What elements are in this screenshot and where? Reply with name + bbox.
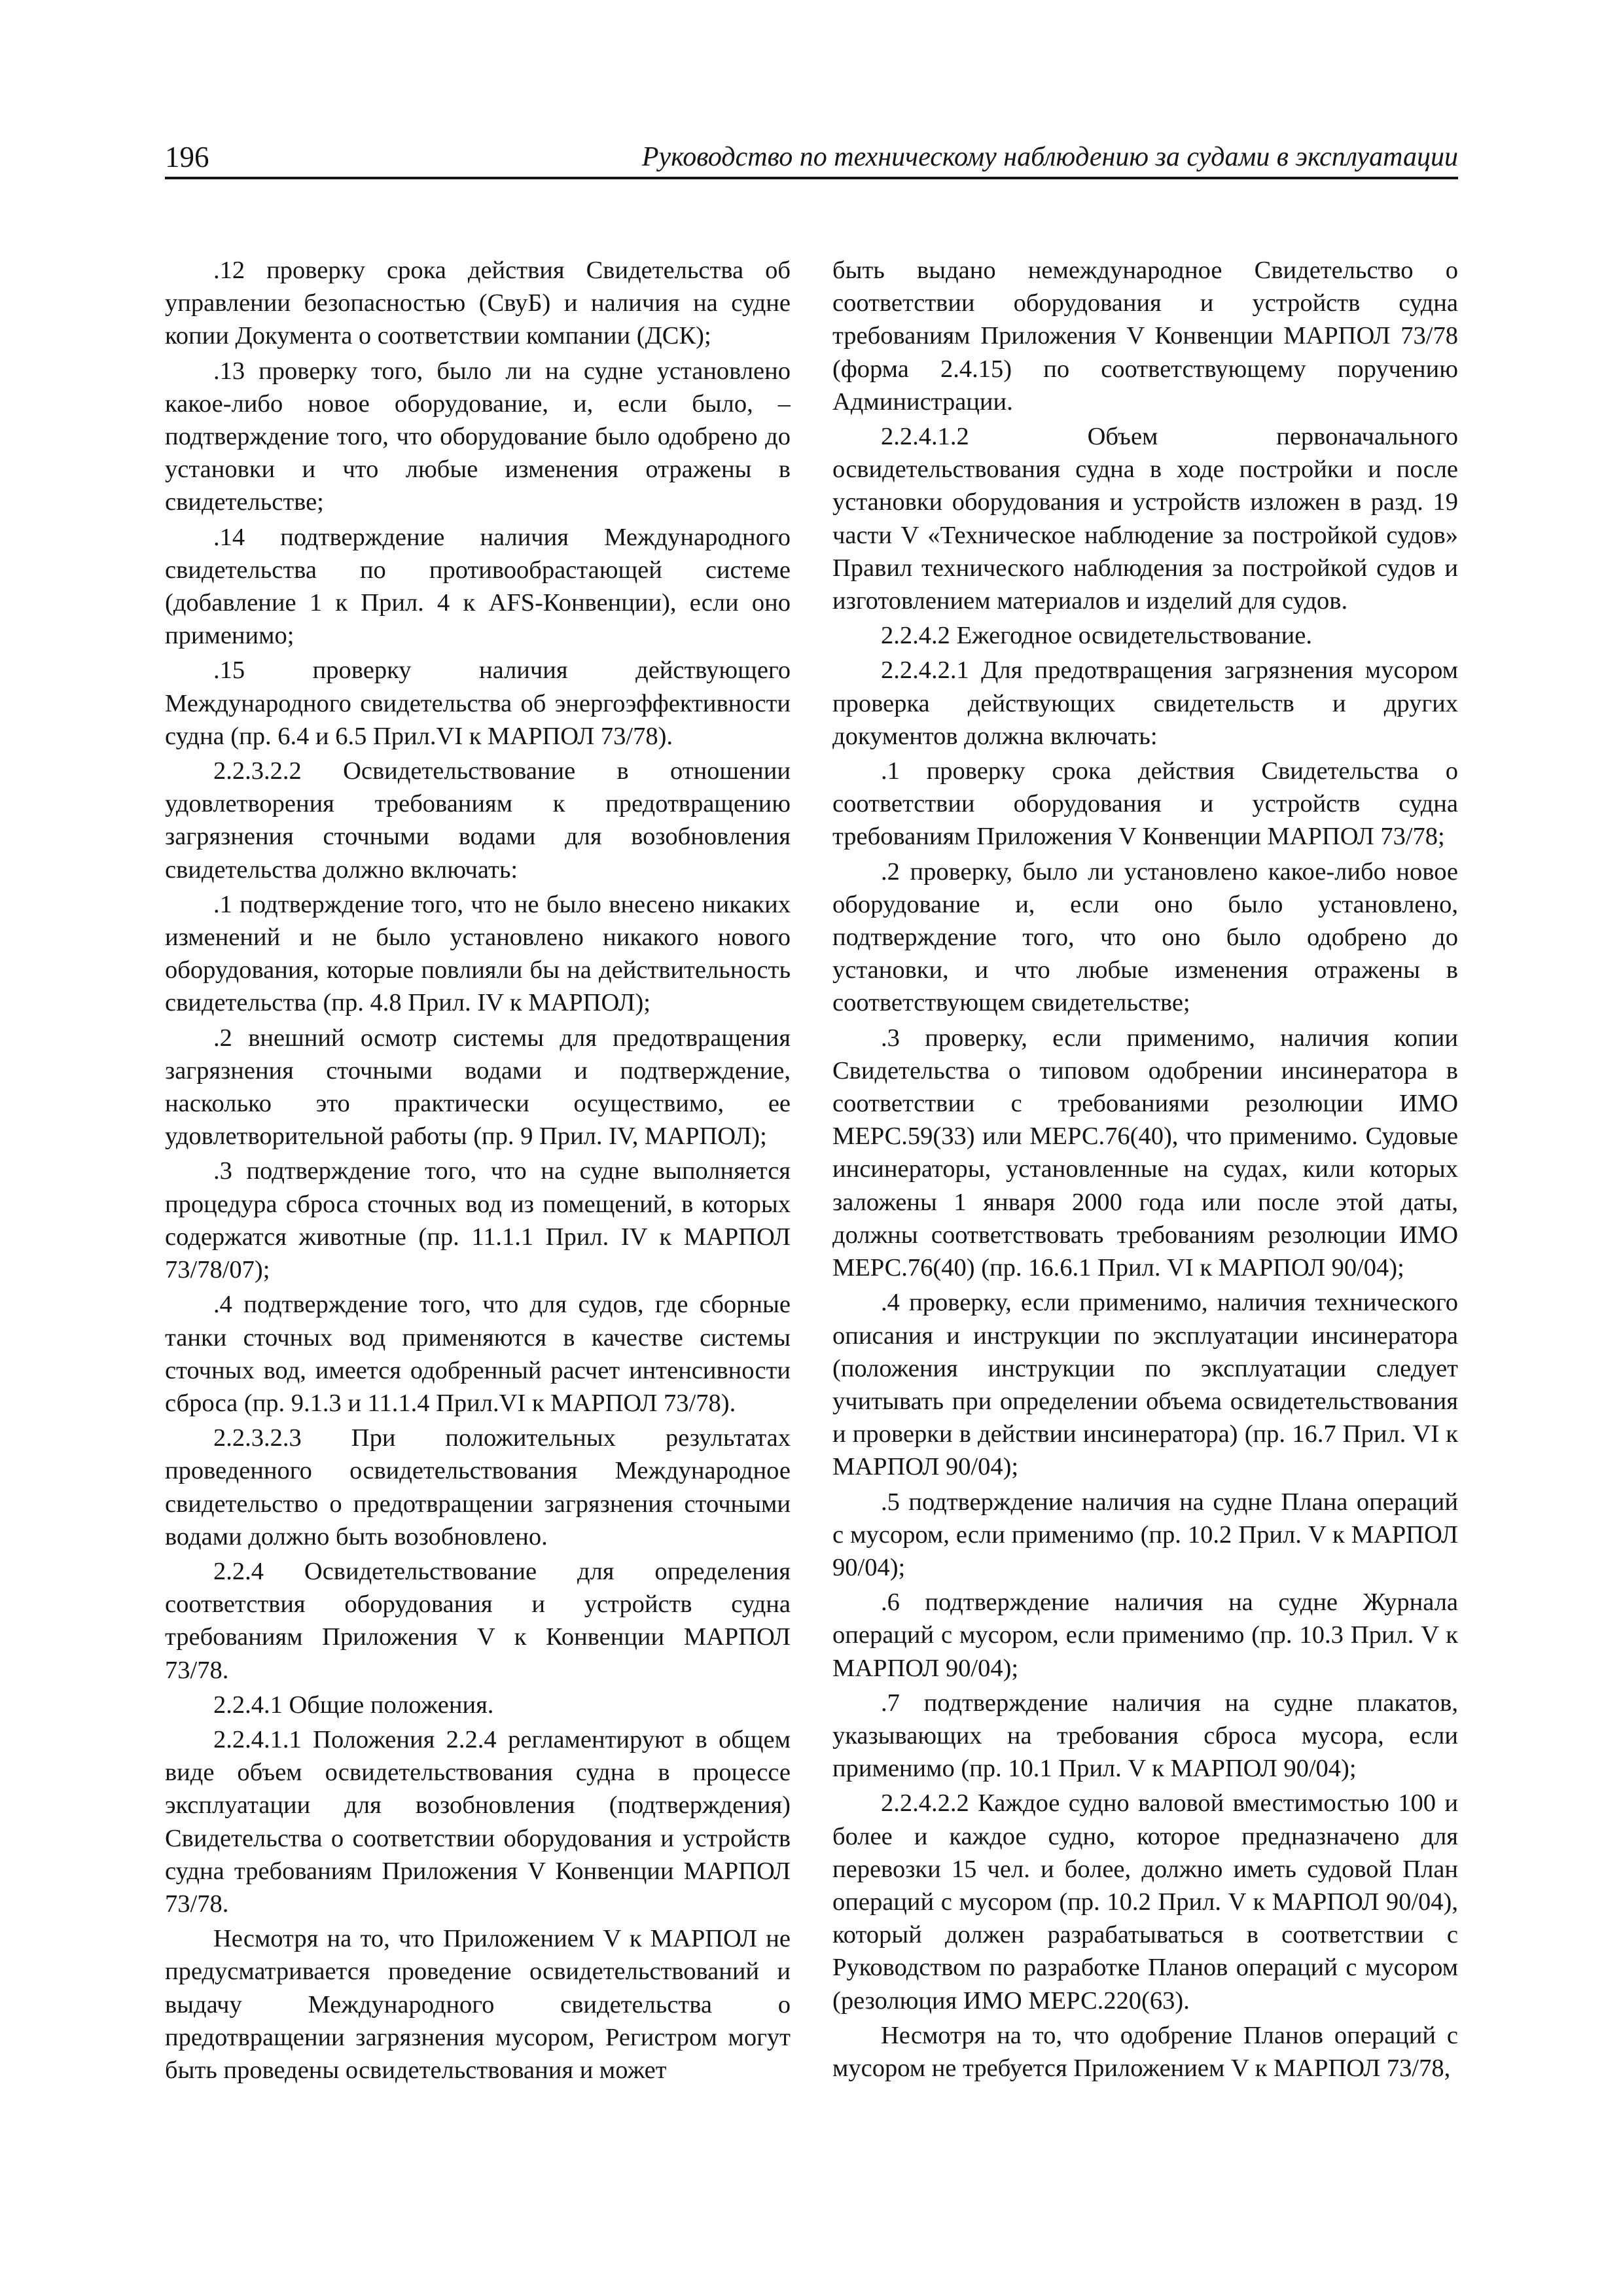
paragraph: .4 проверку, если применимо, наличия технического описания и инструкции по эксплуатации инсинератора (положения инструкции по эксплуатации следует учитывать при определении объема освидетельствования и проверки в действии инсинератора) (пр. 16.7 Прил. VI к МАРПОЛ 90/04); bbox=[832, 1289, 1458, 1481]
paragraph: 2.2.4.2.2 Каждое судно валовой вместимостью 100 и более и каждое судно, которое предназначено для перевозки 15 чел. и более, должно иметь судовой План операций с мусором (пр. 10.2 Прил. V к МАРПОЛ 90/04), который должен разрабатываться в соответствии с Руководством по разработке Планов операций с мусором (резолюция ИМО МЕРС.220(63). bbox=[832, 1789, 1458, 2015]
paragraph: .4 подтверждение того, что для судов, где сборные танки сточных вод применяются в качестве системы сточных вод, имеется одобренный расчет интенсивности сброса (пр. 9.1.3 и 11.1.4 Прил.VI к МАРПОЛ 73/78). bbox=[165, 1291, 791, 1417]
header-rule bbox=[165, 177, 1458, 179]
paragraph: .6 подтверждение наличия на судне Журнала операций с мусором, если применимо (пр. 10.3 Прил. V к МАРПОЛ 90/04); bbox=[832, 1588, 1458, 1682]
paragraph: .1 проверку срока действия Свидетельства о соответствии оборудования и устройств судна требованиям Приложения V Конвенции МАРПОЛ 73/78; bbox=[832, 757, 1458, 851]
paragraph: 2.2.3.2.2 Освидетельствование в отношении удовлетворения требованиям к предотвращению загрязнения сточными водами для возобновления свидетельства должно включать: bbox=[165, 757, 791, 884]
left-column bbox=[165, 254, 791, 2211]
paragraph: .14 подтверждение наличия Международного свидетельства по противообрастающей системе (добавление 1 к Прил. 4 к AFS-Конвенции), если оно применимо; bbox=[165, 523, 791, 650]
paragraph: .12 проверку срока действия Свидетельства об управлении безопасностью (СвуБ) и наличия на судне копии Документа о соответствии компании (ДСК); bbox=[165, 257, 791, 350]
paragraph: .3 подтверждение того, что на судне выполняется процедура сброса сточных вод из помещений, в которых содержатся животные (пр. 11.1.1 Прил. IV к МАРПОЛ 73/78/07); bbox=[165, 1157, 791, 1284]
paragraph: 2.2.3.2.3 При положительных результатах проведенного освидетельствования Международное свидетельство о предотвращении загрязнения сточными водами должно быть возобновлено. bbox=[165, 1424, 791, 1551]
paragraph: .3 проверку, если применимо, наличия копии Свидетельства о типовом одобрении инсинератора в соответствии с требованиями резолюции ИМО МЕРС.59(33) или МЕРС.76(40), что применимо. Судовые инсинераторы, установленные на судах, кили которых заложены 1 января 2000 года или после этой даты, должны соответствовать требованиям резолюции ИМО МЕРС.76(40) (пр. 16.6.1 Прил. VI к МАРПОЛ 90/04); bbox=[832, 1024, 1458, 1282]
paragraph: .7 подтверждение наличия на судне плакатов, указывающих на требования сброса мусора, если применимо (пр. 10.1 Прил. V к МАРПОЛ 90/04); bbox=[832, 1689, 1458, 1783]
paragraph: .1 подтверждение того, что не было внесено никаких изменений и не было установлено никакого нового оборудования, которые повлияли бы на действительность свидетельства (пр. 4.8 Прил. IV к МАРПОЛ); bbox=[165, 890, 791, 1017]
paragraph: 2.2.4.1 Общие положения. bbox=[213, 1691, 494, 1719]
paragraph: 2.2.4.2 Ежегодное освидетельствование. bbox=[881, 622, 1312, 650]
paragraph: .13 проверку того, было ли на судне установлено какое-либо новое оборудование, и, если было, – подтверждение того, что оборудование было одобрено до установки и что любые изменения отражены в свидетельстве; bbox=[165, 357, 791, 516]
paragraph: 2.2.4.2.1 Для предотвращения загрязнения мусором проверка действующих свидетельств и других документов должна включать: bbox=[832, 656, 1458, 750]
right-column bbox=[832, 254, 1458, 2211]
paragraph: 2.2.4.1.2 Объем первоначального освидетельствования судна в ходе постройки и после установки оборудования и устройств изложен в разд. 19 части V «Техническое наблюдение за постройкой судов» Правил технического наблюдения за постройкой судов и изготовлением материалов и изделий для судов. bbox=[832, 423, 1458, 615]
paragraph: .5 подтверждение наличия на судне Плана операций с мусором, если применимо (пр. 10.2 Прил. V к МАРПОЛ 90/04); bbox=[832, 1488, 1458, 1581]
paragraph: .15 проверку наличия действующего Международного свидетельства об энергоэффективности судна (пр. 6.4 и 6.5 Прил.VI к МАРПОЛ 73/78). bbox=[165, 656, 791, 750]
paragraph: .2 внешний осмотр системы для предотвращения загрязнения сточными водами и подтверждение, насколько это практически осуществимо, ее удовлетворительной работы (пр. 9 Прил. IV, МАРПОЛ); bbox=[165, 1024, 791, 1151]
paragraph: Несмотря на то, что одобрение Планов операций с мусором не требуется Приложением V к МАРПОЛ 73/78, bbox=[832, 2021, 1458, 2082]
paragraph: 2.2.4.1.1 Положения 2.2.4 регламентируют в общем виде объем освидетельствования судна в процессе эксплуатации для возобновления (подтверждения) Свидетельства о соответствии оборудования и устройств судна требованиям Приложения V Конвенции МАРПОЛ 73/78. bbox=[165, 1725, 791, 1918]
page-number: 196 bbox=[165, 141, 209, 173]
paragraph: 2.2.4 Освидетельствование для определения соответствия оборудования и устройств судна требованиям Приложения V к Конвенции МАРПОЛ 73/78. bbox=[165, 1557, 791, 1684]
paragraph: .2 проверку, было ли установлено какое-либо новое оборудование и, если оно было установлено, подтверждение того, что оно было одобрено до установки, и что любые изменения отражены в соответствующем свидетельстве; bbox=[832, 857, 1458, 1017]
paragraph: Несмотря на то, что Приложением V к МАРПОЛ не предусматривается проведение освидетельствований и выдачу Международного свидетельства о предотвращении загрязнения мусором, Регистром могут быть проведены освидетельствования и может bbox=[165, 1925, 791, 2084]
running-title: Руководство по техническому наблюдению за судами в эксплуатации bbox=[641, 142, 1458, 172]
paragraph: быть выдано немеждународное Свидетельство о соответствии оборудования и устройств судна требованиям Приложения V Конвенции МАРПОЛ 73/78 (форма 2.4.15) по соответствующему поручению Администрации. bbox=[832, 257, 1458, 416]
